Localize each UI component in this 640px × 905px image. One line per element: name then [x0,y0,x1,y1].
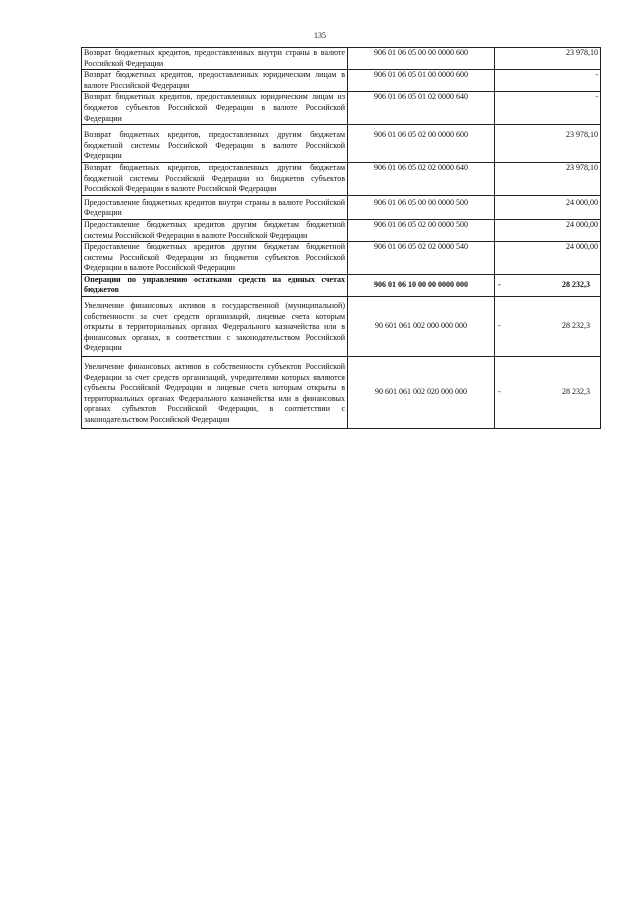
table-row [82,162,601,195]
table-row [82,297,601,357]
row-code-cell: 906 01 06 05 02 00 0000 500 [348,219,495,241]
row-amount-cell: 24 000,00 [495,242,601,275]
row-amount-cell: - [495,92,601,125]
table-row [82,274,601,296]
page-number: 135 [314,31,326,40]
amount-value: 28 232,3 [562,387,590,397]
row-code-cell: 906 01 06 05 00 00 0000 600 [348,48,495,70]
row-name-cell: Увеличение финансовых активов в собственности субъектов Российской Федерации за счет средств организаций, учредителями которых являются субъекты Российской Федерации и лицевые счета которым открыты в территориальных органах Федерального казначейства или в финансовых органах субъектов Российской Федерации, в соответствии с законодательством Российской Федерации [82,357,348,429]
row-name-cell: Предоставление бюджетных кредитов другим бюджетам бюджетной системы Российской Федерации из бюджетов субъектов Российской Федерации в валюте Российской Федерации [82,242,348,275]
row-code-cell: 90 601 061 002 000 000 000 [348,297,495,357]
row-name-cell: Предоставление бюджетных кредитов внутри страны в валюте Российской Федерации [82,195,348,219]
row-name-cell: Возврат бюджетных кредитов, предоставленных другим бюджетам бюджетной системы Российской Федерации в валюте Российской Федерации [82,125,348,163]
table-row [82,195,601,219]
row-code-cell: 906 01 06 05 02 02 0000 640 [348,162,495,195]
table-row [82,92,601,125]
row-code-cell: 906 01 06 05 00 00 0000 500 [348,195,495,219]
table-row [82,70,601,92]
row-amount-cell [495,357,601,429]
row-amount-cell: 23 978,10 [495,125,601,163]
row-name-cell: Увеличение финансовых активов в государственной (муниципальной) собственности за счет средств организаций, лицевые счета которым открыты в территориальных органах Федерального казначейства или в финансовых органах, в соответствии с законодательством Российской Федерации [82,297,348,357]
row-amount-cell: 23 978,10 [495,162,601,195]
row-name-cell: Возврат бюджетных кредитов, предоставленных юридическим лицам из бюджетов субъектов Российской Федерации в валюте Российской Федерации [82,92,348,125]
row-code-cell: 90 601 061 002 020 000 000 [348,357,495,429]
row-code-cell: 906 01 06 10 00 00 0000 000 [348,274,495,296]
row-name-cell: Операции по управлению остатками средств на единых счетах бюджетов [82,274,348,296]
row-name-cell: Возврат бюджетных кредитов, предоставленных внутри страны в валюте Российской Федерации [82,48,348,70]
amount-sign: - [498,280,501,290]
row-code-cell: 906 01 06 05 01 02 0000 640 [348,92,495,125]
row-amount-cell: - [495,70,601,92]
table-row [82,242,601,275]
budget-sources-table [81,47,601,429]
row-code-cell: 906 01 06 05 02 02 0000 540 [348,242,495,275]
row-amount-cell: 24 000,00 [495,219,601,241]
amount-sign: - [498,321,501,331]
amount-value: 28 232,3 [562,280,590,290]
table-row [82,48,601,70]
row-name-cell: Предоставление бюджетных кредитов другим бюджетам бюджетной системы Российской Федерации в валюте Российской Федерации [82,219,348,241]
table-row [82,125,601,163]
table-row [82,219,601,241]
row-amount-cell: 24 000,00 [495,195,601,219]
row-name-cell: Возврат бюджетных кредитов, предоставленных другим бюджетам бюджетной системы Российской Федерации из бюджетов субъектов Российской Федерации в валюте Российской Федерации [82,162,348,195]
row-name-cell: Возврат бюджетных кредитов, предоставленных юридическим лицам в валюте Российской Федерации [82,70,348,92]
amount-sign: - [498,387,501,397]
amount-value: 28 232,3 [562,321,590,331]
row-code-cell: 906 01 06 05 01 00 0000 600 [348,70,495,92]
row-amount-cell: 23 978,10 [495,48,601,70]
row-code-cell: 906 01 06 05 02 00 0000 600 [348,125,495,163]
row-amount-cell [495,274,601,296]
row-amount-cell [495,297,601,357]
table-row [82,357,601,429]
